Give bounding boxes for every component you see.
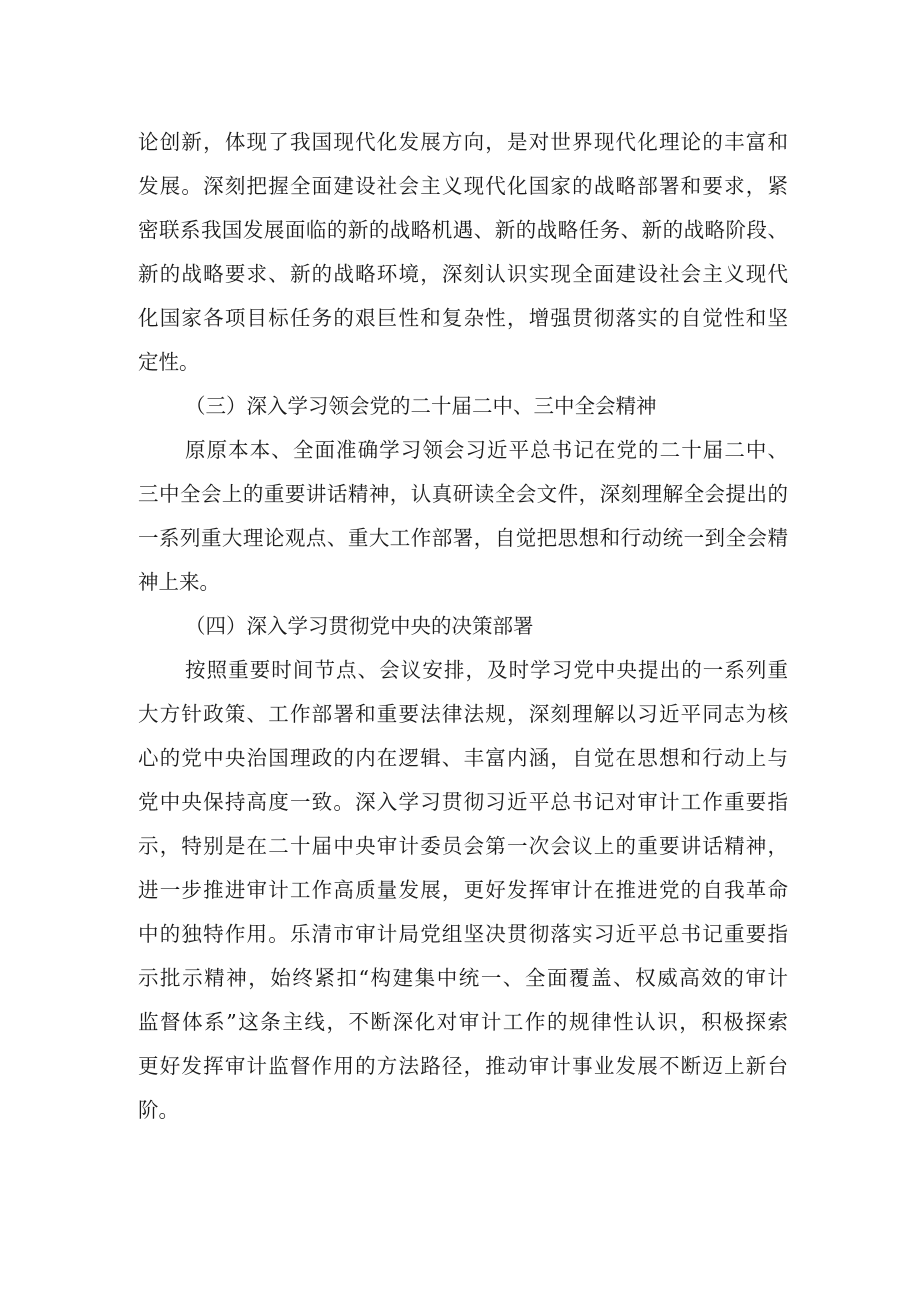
paragraph-3-line-6: 进一步推进审计工作高质量发展，更好发挥审计在推进党的自我革命 <box>138 878 788 902</box>
paragraph-3-line-10: 更好发挥审计监督作用的方法路径，推动审计事业发展不断迈上新台 <box>138 1054 788 1078</box>
paragraph-2-line-1: 原原本本、全面准确学习领会习近平总书记在党的二十届二中、 <box>185 438 788 462</box>
paragraph-3-line-11: 阶。 <box>138 1098 179 1122</box>
paragraph-2-line-3: 一系列重大理论观点、重大工作部署，自觉把思想和行动统一到全会精 <box>138 526 788 550</box>
paragraph-1-line-4: 新的战略要求、新的战略环境，深刻认识实现全面建设社会主义现代 <box>138 262 788 286</box>
paragraph-1-line-2: 发展。深刻把握全面建设社会主义现代化国家的战略部署和要求，紧 <box>138 174 788 198</box>
paragraph-3-line-9: 监督体系”这条主线，不断深化对审计工作的规律性认识，积极探索 <box>138 1010 788 1034</box>
paragraph-1-line-6: 定性。 <box>138 350 200 374</box>
section-heading-4: （四）深入学习贯彻党中央的决策部署 <box>185 614 534 638</box>
paragraph-2-line-4: 神上来。 <box>138 570 220 594</box>
paragraph-3-line-1: 按照重要时间节点、会议安排，及时学习党中央提出的一系列重 <box>185 658 788 682</box>
paragraph-2-line-2: 三中全会上的重要讲话精神，认真研读全会文件，深刻理解全会提出的 <box>138 482 788 506</box>
paragraph-1-line-1: 论创新，体现了我国现代化发展方向，是对世界现代化理论的丰富和 <box>138 130 788 154</box>
section-heading-3: （三）深入学习领会党的二十届二中、三中全会精神 <box>185 394 657 418</box>
paragraph-3-line-4: 党中央保持高度一致。深入学习贯彻习近平总书记对审计工作重要指 <box>138 790 788 814</box>
paragraph-1-line-5: 化国家各项目标任务的艰巨性和复杂性，增强贯彻落实的自觉性和坚 <box>138 306 788 330</box>
paragraph-3-line-7: 中的独特作用。乐清市审计局党组坚决贯彻落实习近平总书记重要指 <box>138 922 788 946</box>
paragraph-3-line-3: 心的党中央治国理政的内在逻辑、丰富内涵，自觉在思想和行动上与 <box>138 746 788 770</box>
paragraph-3-line-5: 示，特别是在二十届中央审计委员会第一次会议上的重要讲话精神， <box>138 834 788 858</box>
paragraph-1-line-3: 密联系我国发展面临的新的战略机遇、新的战略任务、新的战略阶段、 <box>138 218 788 242</box>
paragraph-3-line-8: 示批示精神，始终紧扣“构建集中统一、全面覆盖、权威高效的审计 <box>138 966 788 990</box>
paragraph-3-line-2: 大方针政策、工作部署和重要法律法规，深刻理解以习近平同志为核 <box>138 702 788 726</box>
